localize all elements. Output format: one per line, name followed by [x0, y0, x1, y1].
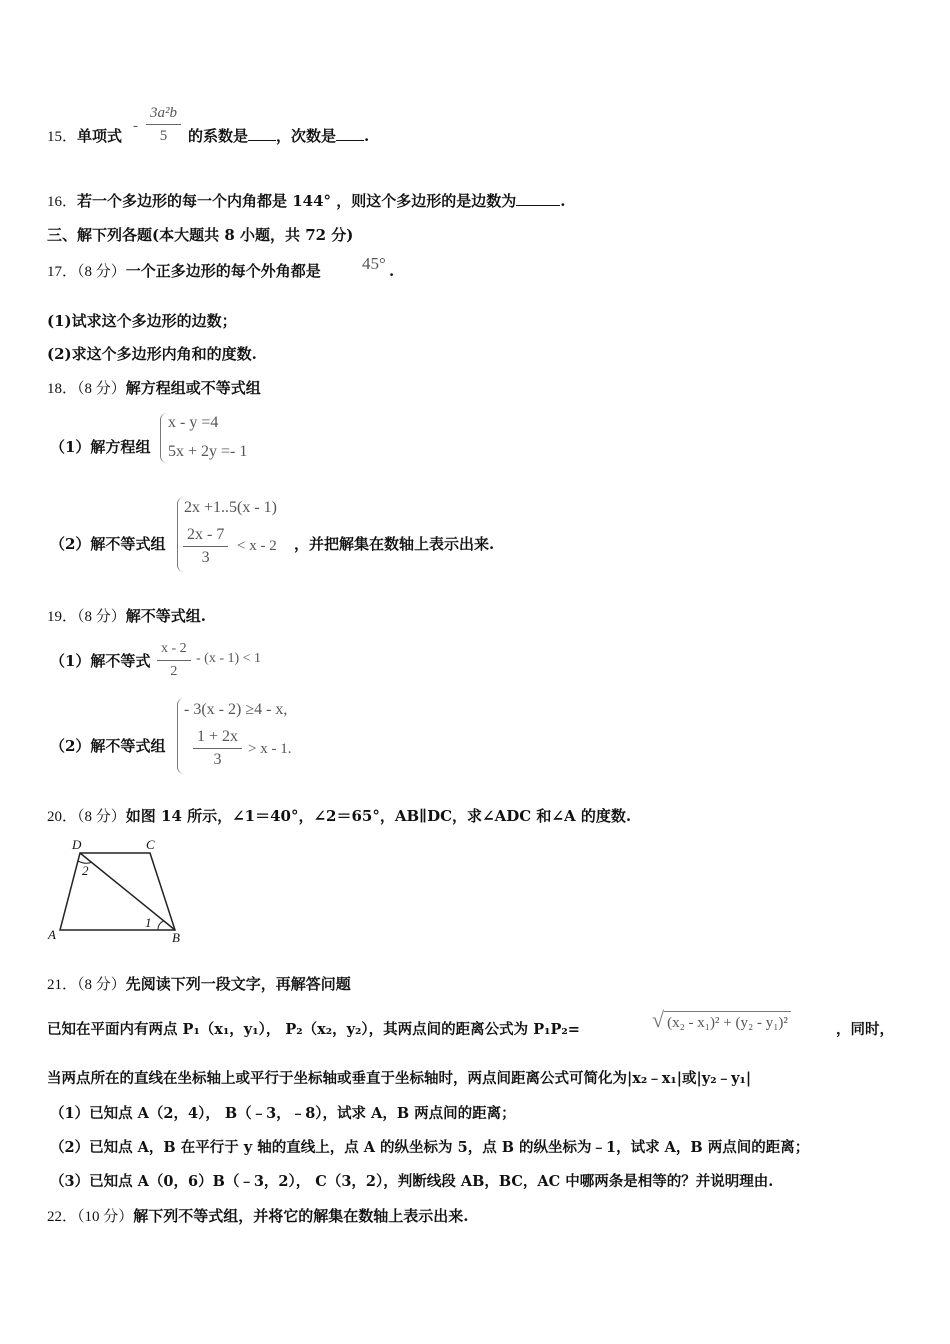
q21-part2: （2）已知点 A，B 在平行于 y 轴的直线上，点 A 的纵坐标为 5，点 B 的纵坐标为﹣1，试求 A，B 两点间的距离； [50, 1139, 810, 1156]
diagonal-DB [80, 853, 175, 930]
q21-line2: 当两点所在的直线在坐标轴上或平行于坐标轴或垂直于坐标轴时，两点间距离公式可简化为|x₂﹣x₁|或|y₂﹣y₁| [47, 1070, 752, 1087]
angle-1-arc [158, 921, 164, 930]
question-20: 20．（8 分）如图 14 所示，∠1＝40°，∠2＝65°，AB∥DC，求∠ADC 和∠A 的度数. [47, 807, 632, 825]
question-15-tail: 的系数是 ，次数是 . [188, 127, 370, 145]
question-17-end: . [389, 262, 395, 280]
minus-sign: - [133, 118, 138, 134]
question-15 [47, 126, 122, 147]
inequality-1: - 3(x - 2) ≥4 - x, [184, 701, 288, 718]
q21-line1-tail: ，同时， [836, 1021, 894, 1038]
inequality-2-fraction: $\frac{1 + 2x}{3}$ [190, 726, 245, 771]
q21-line1: 已知在平面内有两点 P₁（x₁，y₁）， P₂（x₂，y₂），其两点间的距离公式为 P₁P₂= [47, 1021, 580, 1038]
q19-part1-rhs: - (x - 1) < 1 [196, 651, 262, 666]
answer-blank[interactable] [336, 126, 364, 141]
inequality-1: 2x +1..5(x - 1) [184, 499, 278, 516]
q19-part1-label: （1）解不等式 [50, 652, 151, 670]
system-brace [177, 698, 184, 774]
answer-blank[interactable] [248, 126, 276, 141]
label-A: A [48, 927, 56, 942]
equation-2: 5x + 2y =- 1 [168, 443, 248, 460]
sqrt-sign: √ [652, 1007, 665, 1032]
label-C: C [146, 837, 155, 852]
q18-part2-tail: ，并把解集在数轴上表示出来. [294, 535, 495, 553]
q18-part1-label: （1）解方程组 [50, 438, 151, 456]
label-D: D [72, 837, 82, 852]
question-17: 17．（8 分）一个正多边形的每个外角都是 [47, 262, 321, 280]
q21-part3: （3）已知点 A（0，6）B（﹣3，2）， C（3，2），判断线段 AB，BC，AC 中哪两条是相等的？并说明理由. [50, 1173, 774, 1190]
trapezoid-figure [40, 835, 190, 945]
sqrt-radicand: (x₂ - x₁)² + (y₂ - y₁)² [664, 1011, 791, 1034]
q17-part2: (2)求这个多边形内角和的度数. [47, 345, 257, 363]
q18-part2-label: （2）解不等式组 [50, 535, 166, 553]
question-16: 16．若一个多边形的每一个内角都是 144° ，则这个多边形的是边数为 . [47, 192, 566, 210]
question-text: 单项式 [77, 127, 123, 145]
section-heading: 三、解下列各题(本大题共 8 小题，共 72 分) [47, 226, 354, 244]
angle-45: 45° [362, 254, 386, 273]
distance-formula [652, 1007, 791, 1040]
q19-part1-fraction: $\frac{x - 2}{2}$ [154, 638, 194, 683]
q19-part2-label: （2）解不等式组 [50, 737, 166, 755]
label-B: B [172, 930, 180, 945]
question-18: 18．（8 分）解方程组或不等式组 [47, 379, 261, 397]
inequality-2-fraction: $\frac{2x - 7}{3}$ [180, 524, 231, 569]
question-number: 15． [47, 129, 78, 145]
system-brace [160, 413, 167, 463]
question-19: 19．（8 分）解不等式组. [47, 607, 207, 625]
inequality-2-rhs: > x - 1. [248, 741, 292, 757]
label-angle-2: 2 [82, 863, 89, 878]
trapezoid-outline [60, 853, 175, 930]
monomial-fraction: $\frac{\text{3a²b}}{5}$ [143, 102, 184, 147]
equation-1: x - y =4 [168, 414, 219, 431]
q21-part1: （1）已知点 A（2，4）， B（﹣3，﹣8），试求 A，B 两点间的距离； [50, 1105, 516, 1122]
q17-part1: (1)试求这个多边形的边数； [47, 312, 237, 330]
question-21: 21．（8 分）先阅读下列一段文字，再解答问题 [47, 975, 351, 993]
inequality-2-rhs: < x - 2 [237, 538, 277, 554]
question-22: 22．（10 分）解下列不等式组，并将它的解集在数轴上表示出来. [47, 1207, 469, 1225]
label-angle-1: 1 [145, 915, 152, 930]
answer-blank[interactable] [516, 191, 560, 206]
